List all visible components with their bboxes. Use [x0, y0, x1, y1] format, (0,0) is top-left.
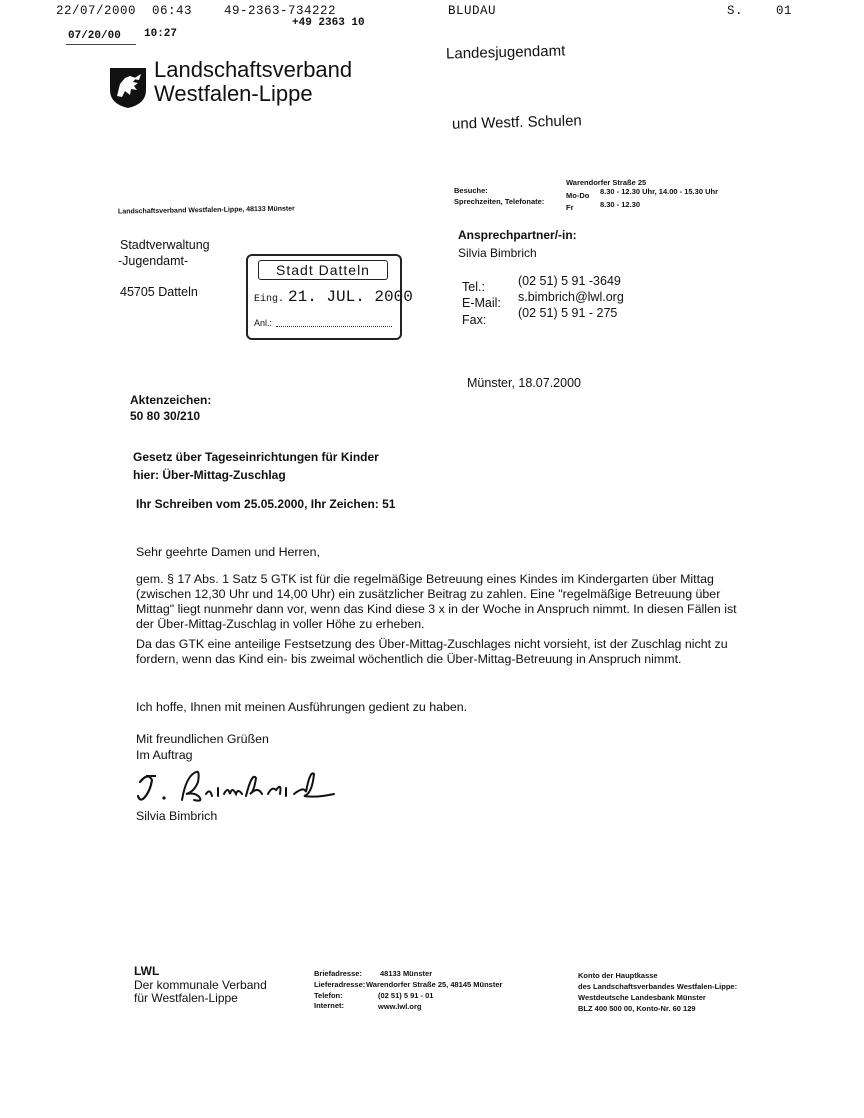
body-paragraph-2: Da das GTK eine anteilige Festsetzung des Über-Mittag-Zuschlages nicht vorsieht, ist der Zuschlag nicht zu fordern, wenn das Kind ein- bis zweimal wöchentlich die Über-Mittag-Betreuung in Anspruch nimmt.: [136, 637, 728, 666]
fax-label: Fax:: [462, 313, 487, 327]
org-name-line1: Landschaftsverband: [154, 57, 353, 82]
footer-org-line2: für Westfalen-Lippe: [134, 991, 238, 1005]
footer-bank-line1: Konto der Hauptkasse: [578, 971, 658, 980]
footer-org-short: LWL: [134, 964, 160, 978]
stamp-title: Stadt Datteln: [258, 260, 388, 280]
org-name-line2: Westfalen-Lippe: [154, 81, 313, 106]
email-label: E-Mail:: [462, 296, 501, 310]
stamp-date-row: [254, 288, 413, 306]
visitors-label: Besuche:: [454, 186, 488, 195]
office-hours-days2: Fr: [566, 203, 574, 212]
office-hours-times2: 8.30 - 12.30: [600, 200, 641, 209]
footer-web-value: www.lwl.org: [378, 1002, 422, 1011]
recipient-line1: Stadtverwaltung: [120, 238, 210, 252]
visitors-address: Warendorfer Straße 25: [566, 178, 647, 187]
footer-postal-value: 48133 Münster: [380, 969, 433, 978]
fax-date: 22/07/2000: [56, 4, 137, 18]
tel-label: Tel.:: [462, 280, 485, 294]
email-value: s.bimbrich@lwl.org: [518, 290, 624, 304]
footer-bank-line2: des Landschaftsverbandes Westfalen-Lippe:: [578, 982, 738, 991]
closing-line2: Im Auftrag: [136, 748, 193, 762]
footer-bank-line3: Westdeutsche Landesbank Münster: [578, 993, 706, 1002]
tel-value: (02 51) 5 91 -3649: [518, 274, 621, 288]
return-address: Landschaftsverband Westfalen-Lippe, 48133 Münster: [117, 205, 295, 216]
footer-postal-label: Briefadresse:: [314, 969, 362, 978]
footer-phone-value: (02 51) 5 91 - 01: [378, 991, 434, 1000]
reference-value: 50 80 30/210: [130, 409, 201, 423]
handwritten-signature: [134, 764, 344, 810]
fax-divider: [66, 44, 136, 45]
stamp-ack-line: [276, 326, 392, 327]
fax-sub-number: +49 2363 10: [292, 17, 365, 29]
footer-delivery-value: Warendorfer Straße 25, 48145 Münster: [366, 980, 503, 989]
footer-bank-line4: BLZ 400 500 00, Konto-Nr. 60 129: [578, 1004, 696, 1013]
body-paragraph-1: gem. § 17 Abs. 1 Satz 5 GTK ist für die regelmäßige Betreuung eines Kindes im Kindergarten über Mittag (zwischen 12,30 Uhr und 14,00 Uhr) ein zusätzlicher Beitrag zu zahlen. Eine "regelmäßige Betreuung über Mittag" liegt nunmehr dann vor, wenn das Kind diese 3 x in der Woche in Anspruch nimmt. In diesen Fällen ist der Über-Mittag-Zuschlag in voller Höhe zu erheben.: [136, 572, 737, 631]
place-date: Münster, 18.07.2000: [467, 376, 581, 390]
fax-time: 06:43: [152, 4, 193, 18]
lwl-logo-icon: [108, 66, 148, 110]
footer-delivery-label: Lieferadresse:: [314, 980, 366, 989]
footer-org-line1: Der kommunale Verband: [134, 978, 267, 992]
body-paragraph-3: Ich hoffe, Ihnen mit meinen Ausführungen gedient zu haben.: [136, 700, 468, 714]
received-stamp: [246, 254, 413, 340]
contact-title: Ansprechpartner/-in:: [458, 228, 577, 242]
footer-phone-label: Telefon:: [314, 991, 343, 1000]
reference-label: Aktenzeichen:: [130, 393, 212, 407]
fax-value: (02 51) 5 91 - 275: [518, 306, 618, 320]
fax-number: 49-2363-734222: [224, 4, 337, 18]
subject-line2: hier: Über-Mittag-Zuschlag: [133, 468, 286, 482]
salutation: Sehr geehrte Damen und Herren,: [136, 545, 320, 559]
signer-name: Silvia Bimbrich: [136, 809, 218, 823]
subject-line1: Gesetz über Tageseinrichtungen für Kinder: [133, 450, 379, 464]
fax-sender: BLUDAU: [448, 4, 497, 18]
subject-line3: Ihr Schreiben vom 25.05.2000, Ihr Zeichen: 51: [136, 497, 396, 511]
office-hours-label: Sprechzeiten, Telefonate:: [454, 197, 545, 206]
contact-name: Silvia Bimbrich: [458, 246, 537, 260]
recipient-line2: -Jugendamt-: [118, 254, 189, 268]
stamp-date: 21. JUL. 2000: [288, 288, 413, 306]
fax-page-label: S.: [727, 4, 744, 18]
footer-web-label: Internet:: [314, 1001, 344, 1010]
closing-line1: Mit freundlichen Grüßen: [136, 732, 269, 746]
department-line1: Landesjugendamt: [445, 42, 566, 63]
fax-sub-date: 07/20/00: [68, 30, 121, 42]
department-line2: und Westf. Schulen: [451, 112, 583, 133]
office-hours-days1: Mo-Do: [566, 191, 590, 200]
recipient-line3: 45705 Datteln: [120, 285, 198, 299]
stamp-received-prefix: Eing.: [254, 294, 285, 305]
fax-sub-time: 10:27: [144, 28, 178, 40]
office-hours-times1: 8.30 - 12.30 Uhr, 14.00 - 15.30 Uhr: [600, 187, 718, 196]
fax-page-number: 01: [776, 4, 793, 18]
stamp-ack-label: Anl.:: [254, 318, 273, 328]
